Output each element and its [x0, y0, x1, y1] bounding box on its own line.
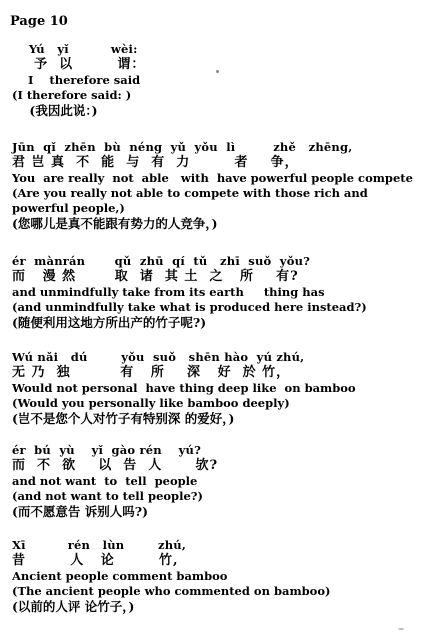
- hanzi-line: 予 以 谓：: [12, 57, 146, 72]
- hanzi-line: 而 不 欲 以 告 人 欤?: [12, 458, 219, 473]
- verse-block: [12, 140, 417, 232]
- pinyin-line: Wú nǎi dú yǒu suǒ shēn hào yú zhú,: [12, 350, 305, 364]
- pinyin-line: ér mànrán qǔ zhū qí tǔ zhī suǒ yǒu?: [12, 254, 311, 268]
- english-translation-line: (and not want to tell people?): [12, 489, 203, 503]
- verse-block: [12, 443, 417, 520]
- chinese-translation-line: (我因此说：): [12, 103, 98, 118]
- english-translation-line: (Would you personally like bamboo deeply): [12, 396, 290, 410]
- english-translation-line: (and unmindfully take what is produced here instead?): [12, 300, 367, 314]
- scan-speck: [216, 70, 219, 73]
- english-gloss-line: and unmindfully take from its earth thing has: [12, 285, 325, 299]
- chinese-translation-line: (岂不是您个人对竹子有特别深 的爱好，): [12, 411, 235, 426]
- chinese-translation-line: (而不愿意告 诉别人吗?): [12, 504, 149, 519]
- english-translation-line: (The ancient people who commented on bamboo): [12, 584, 331, 598]
- english-translation-line: (Are you really not able to compete with those rich and powerful people,): [12, 186, 368, 215]
- chinese-translation-line: (随便利用这地方所出产的竹子呢?): [12, 315, 207, 330]
- hanzi-line: 无 乃 独 有 所 深 好 於 竹，: [12, 365, 291, 380]
- verse-block: [12, 538, 417, 615]
- english-gloss-line: Would not personal have thing deep like on bamboo: [12, 381, 356, 395]
- pinyin-line: Jūn qǐ zhēn bù néng yǔ yǒu lì zhě zhēng,: [12, 140, 353, 154]
- scan-speck: [398, 628, 404, 630]
- verse-block: [12, 42, 417, 119]
- pinyin-line: Xī rén lùn zhú,: [12, 538, 187, 552]
- english-gloss-line: and not want to tell people: [12, 474, 198, 488]
- english-gloss-line: I therefore said: [12, 73, 141, 87]
- pinyin-line: ér bú yù yǐ gào rén yú?: [12, 443, 202, 457]
- hanzi-line: 君 岂 真 不 能 与 有 力 者 争，: [12, 155, 299, 170]
- english-gloss-line: You are really not able with have powerful people compete: [12, 171, 413, 185]
- english-translation-line: (I therefore said: ): [12, 88, 132, 102]
- chinese-translation-line: (您哪儿是真不能跟有势力的人竞争，): [12, 216, 218, 231]
- hanzi-line: 昔 人 论 竹,: [12, 553, 179, 568]
- english-gloss-line: Ancient people comment bamboo: [12, 569, 228, 583]
- verse-block: [12, 350, 417, 427]
- page-title: Page 10: [10, 14, 68, 29]
- chinese-translation-line: (以前的人评 论竹子，): [12, 599, 135, 614]
- hanzi-line: 而 漫 然 取 诸 其 土 之 所 有?: [12, 269, 299, 284]
- pinyin-line: Yú yǐ wèi:: [12, 42, 138, 56]
- verse-block: [12, 254, 417, 331]
